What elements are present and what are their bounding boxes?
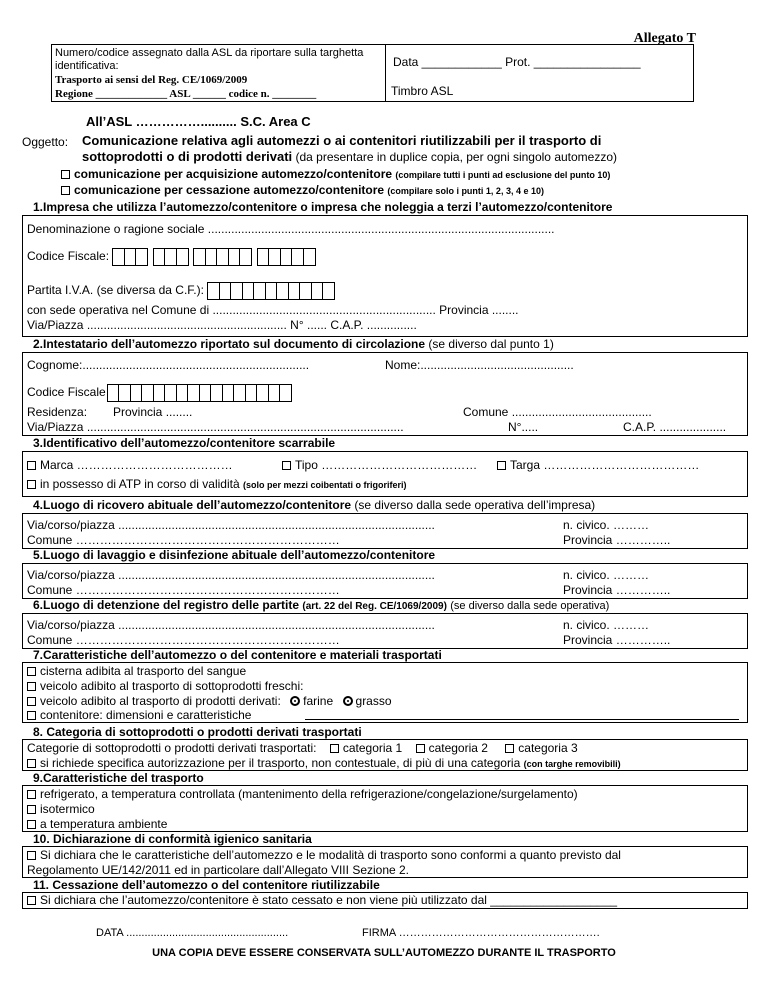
conformita-line2: Regolamento UE/142/2011 ed in particolare dall’Allegato VIII Sezione 2. bbox=[27, 863, 410, 877]
refrigerato-option[interactable]: refrigerato, a temperatura controllata (mantenimento della refrigerazione/congelazione/surgelamento) bbox=[27, 787, 578, 801]
sede-operativa-field[interactable]: con sede operativa nel Comune di ................................................................... Provincia ........ bbox=[27, 303, 519, 317]
character-cell[interactable] bbox=[322, 282, 335, 300]
section-8-title: 8. Categoria di sottoprodotti o prodotti derivati trasportati bbox=[33, 725, 362, 739]
temperatura-ambiente-option[interactable]: a temperatura ambiente bbox=[27, 817, 167, 831]
checkbox[interactable] bbox=[27, 682, 36, 691]
checkbox[interactable] bbox=[27, 461, 36, 470]
checkbox[interactable] bbox=[27, 805, 36, 814]
footer-note: UNA COPIA DEVE ESSERE CONSERVATA SULL’AUTOMEZZO DURANTE IL TRASPORTO bbox=[152, 947, 616, 959]
section-10-title: 10. Dichiarazione di conformità igienico sanitaria bbox=[33, 832, 312, 846]
lavaggio-comune[interactable]: Comune ………………………………………………………… bbox=[27, 583, 340, 597]
section-11-title: 11. Cessazione dell’automezzo o del contenitore riutilizzabile bbox=[33, 878, 380, 892]
contenitore-option[interactable]: contenitore: dimensioni e caratteristiche bbox=[27, 708, 251, 722]
categoria-1-checkbox[interactable] bbox=[330, 744, 339, 753]
cognome-field[interactable]: Cognome:.................................................................... bbox=[27, 358, 310, 372]
ricovero-civico[interactable]: n. civico. ……… bbox=[563, 518, 650, 532]
checkbox[interactable] bbox=[27, 820, 36, 829]
ricovero-provincia[interactable]: Provincia ………….. bbox=[563, 533, 671, 547]
asl-code-box bbox=[51, 44, 386, 102]
cisterna-option[interactable]: cisterna adibita al trasporto del sangue bbox=[27, 664, 246, 678]
checkbox[interactable] bbox=[27, 759, 36, 768]
section-9-title: 9.Caratteristiche del trasporto bbox=[33, 771, 204, 785]
registro-provincia[interactable]: Provincia ………….. bbox=[563, 633, 671, 647]
checkbox[interactable] bbox=[27, 896, 36, 905]
residenza-provincia[interactable]: Provincia ........ bbox=[113, 405, 193, 419]
allegato-label: Allegato T bbox=[633, 31, 696, 46]
checkbox[interactable] bbox=[282, 461, 291, 470]
registro-comune[interactable]: Comune ………………………………………………………… bbox=[27, 633, 340, 647]
codice-fiscale-field[interactable]: Codice Fiscale: bbox=[27, 248, 314, 266]
section-7-title: 7.Caratteristiche dell’automezzo o del contenitore e materiali trasportati bbox=[33, 648, 442, 662]
codice-fiscale-intestatario[interactable]: Codice Fiscale bbox=[27, 384, 291, 402]
residenza-label: Residenza: bbox=[27, 405, 88, 419]
checkbox[interactable] bbox=[61, 186, 70, 195]
via-piazza-field[interactable]: Via/Piazza ............................................................ N° ...... C.A.P. ............... bbox=[27, 318, 417, 332]
registro-via[interactable]: Via/corso/piazza ............................................................................................... bbox=[27, 618, 435, 632]
registro-civico[interactable]: n. civico. ……… bbox=[563, 618, 650, 632]
asl-box-instructions: Numero/codice assegnato dalla ASL da riportare sulla targhetta identificativa: bbox=[55, 47, 364, 72]
oggetto-label: Oggetto: bbox=[22, 135, 69, 149]
character-cell[interactable] bbox=[303, 248, 316, 266]
firma-field[interactable]: FIRMA ………………………………………………. bbox=[362, 927, 600, 939]
oggetto-note: (da presentare in duplice copia, per ogni singolo automezzo) bbox=[295, 150, 618, 164]
atp-option[interactable]: in possesso di ATP in corso di validità (solo per mezzi coibentati o frigoriferi) bbox=[27, 477, 407, 492]
residenza-numero[interactable]: N°..... bbox=[508, 420, 539, 434]
grasso-radio[interactable] bbox=[343, 696, 353, 706]
oggetto-line2: sottoprodotti o di prodotti derivati bbox=[82, 149, 293, 164]
data-prot-line[interactable]: Data ____________ Prot. ________________ bbox=[393, 55, 641, 69]
lavaggio-civico[interactable]: n. civico. ……… bbox=[563, 568, 650, 582]
checkbox[interactable] bbox=[61, 170, 70, 179]
partita-iva-field[interactable]: Partita I.V.A. (se diversa da C.F.): bbox=[27, 282, 334, 300]
residenza-via[interactable]: Via/Piazza ............................................................................................... bbox=[27, 420, 404, 434]
conformita-option[interactable]: Si dichiara che le caratteristiche dell’automezzo e le modalità di trasporto sono conformi a quanto previsto dal bbox=[27, 848, 743, 862]
lavaggio-provincia[interactable]: Provincia ………….. bbox=[563, 583, 671, 597]
prodotti-derivati-option[interactable]: veicolo adibito al trasporto di prodotti derivati: farine grasso bbox=[27, 694, 392, 708]
asl-stamp-box bbox=[386, 44, 694, 102]
denominazione-field[interactable]: Denominazione o ragione sociale ........................................................................................................ bbox=[27, 222, 555, 236]
comm-cessazione-option[interactable]: comunicazione per cessazione automezzo/contenitore (compilare solo i punti 1, 2, 3, 4 e 10) bbox=[61, 183, 544, 198]
ricovero-via[interactable]: Via/corso/piazza ............................................................................................... bbox=[27, 518, 435, 532]
timbro-asl: Timbro ASL bbox=[391, 84, 454, 98]
comm-acquisizione-option[interactable]: comunicazione per acquisizione automezzo/contenitore (compilare tutti i punti ad esclusione del punto 10) bbox=[61, 167, 610, 182]
checkbox[interactable] bbox=[497, 461, 506, 470]
section-4-title: 4.Luogo di ricovero abituale dell’automezzo/contenitore (se diverso dalla sede operativa dell’impresa) bbox=[33, 498, 596, 512]
section-5-title: 5.Luogo di lavaggio e disinfezione abituale dell’automezzo/contenitore bbox=[33, 548, 436, 562]
autorizzazione-option[interactable]: si richiede specifica autorizzazione per il trasporto, non contestuale, di più di una categoria (con targhe removibili) bbox=[27, 756, 621, 771]
checkbox[interactable] bbox=[27, 667, 36, 676]
categoria-3-checkbox[interactable] bbox=[505, 744, 514, 753]
farine-radio[interactable] bbox=[290, 696, 300, 706]
section-2-title: 2.Intestatario dell’automezzo riportato sul documento di circolazione (se diverso dal punto 1) bbox=[33, 337, 554, 351]
checkbox[interactable] bbox=[27, 851, 36, 860]
categoria-2-checkbox[interactable] bbox=[416, 744, 425, 753]
nome-field[interactable]: Nome:.............................................. bbox=[385, 358, 574, 372]
character-cell[interactable] bbox=[279, 384, 292, 402]
categorie-row: Categorie di sottoprodotti o prodotti derivati trasportati: categoria 1 categoria 2 categoria 3 bbox=[27, 741, 578, 755]
marca-field[interactable]: Marca ………………………………… bbox=[27, 458, 233, 472]
section-3-title: 3.Identificativo dell’automezzo/contenitore scarrabile bbox=[33, 436, 336, 450]
cessazione-option[interactable]: Si dichiara che l’automezzo/contenitore è stato cessato e non viene più utilizzato dal ___________________ bbox=[27, 893, 617, 907]
section-1-title: 1.Impresa che utilizza l’automezzo/contenitore o impresa che noleggia a terzi l’automezzo/contenitore bbox=[33, 200, 613, 214]
tipo-field[interactable]: Tipo ………………………………… bbox=[282, 458, 477, 472]
residenza-comune[interactable]: Comune .......................................... bbox=[463, 405, 652, 419]
recipient-line: All’ASL …………….......... S.C. Area C bbox=[86, 114, 311, 129]
asl-box-region-line: Regione _____________ ASL ______ codice n. ________ bbox=[55, 88, 317, 100]
isotermico-option[interactable]: isotermico bbox=[27, 802, 95, 816]
checkbox[interactable] bbox=[27, 711, 36, 720]
oggetto-line1: Comunicazione relativa agli automezzi o ai contenitori riutilizzabili per il trasporto di bbox=[82, 133, 602, 148]
asl-box-regulation: Trasporto ai sensi del Reg. CE/1069/2009 bbox=[55, 74, 248, 86]
checkbox[interactable] bbox=[27, 790, 36, 799]
sottoprodotti-freschi-option[interactable]: veicolo adibito al trasporto di sottoprodotti freschi: bbox=[27, 679, 303, 693]
section-6-title: 6.Luogo di detenzione del registro delle partite (art. 22 del Reg. CE/1069/2009) (se diverso dalla sede operativa) bbox=[33, 598, 610, 612]
data-field[interactable]: DATA ..................................................... bbox=[96, 927, 289, 939]
contenitore-line[interactable] bbox=[305, 719, 739, 720]
ricovero-comune[interactable]: Comune ………………………………………………………… bbox=[27, 533, 340, 547]
targa-field[interactable]: Targa ………………………………… bbox=[497, 458, 699, 472]
residenza-cap[interactable]: C.A.P. .................... bbox=[623, 420, 727, 434]
lavaggio-via[interactable]: Via/corso/piazza ............................................................................................... bbox=[27, 568, 435, 582]
checkbox[interactable] bbox=[27, 697, 36, 706]
checkbox[interactable] bbox=[27, 480, 36, 489]
